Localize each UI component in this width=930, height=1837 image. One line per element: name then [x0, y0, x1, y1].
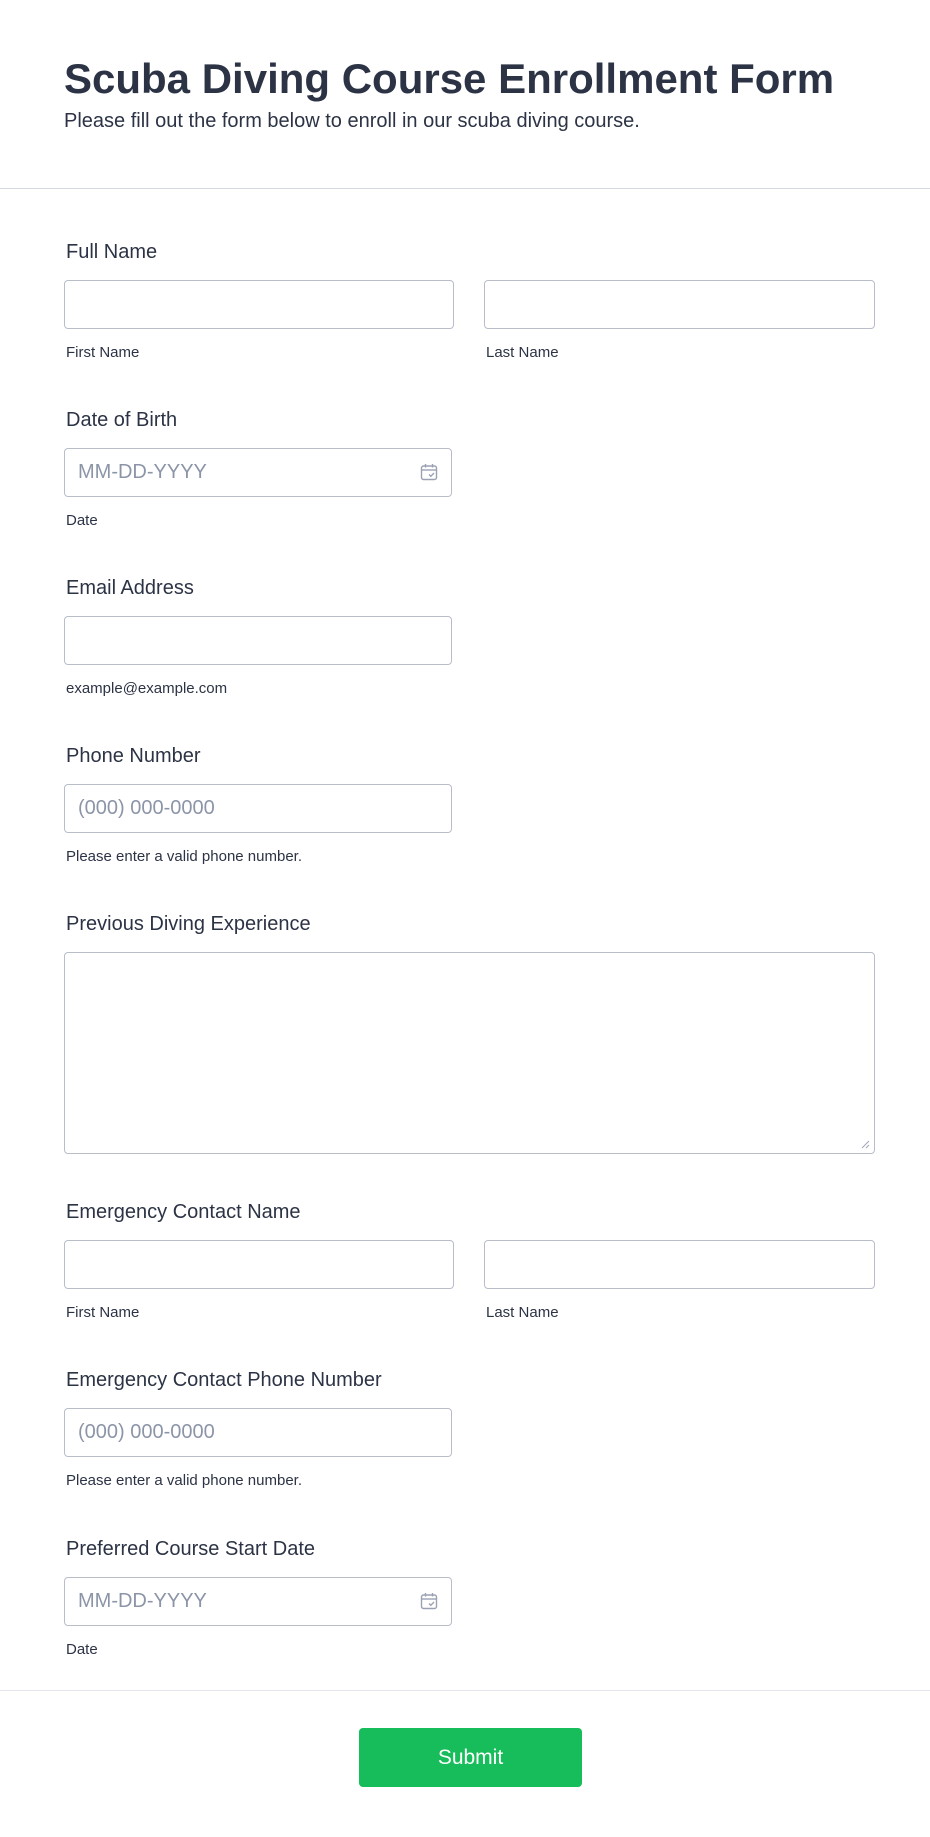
- phone-label: Phone Number: [66, 745, 201, 767]
- first-name-input[interactable]: [64, 280, 454, 329]
- calendar-icon[interactable]: [420, 1592, 438, 1610]
- first-name-sublabel: First Name: [66, 344, 140, 361]
- form-body: [0, 189, 930, 1691]
- phone-placeholder: (000) 000-0000: [78, 797, 215, 819]
- submit-button[interactable]: Submit: [359, 1728, 582, 1787]
- emergency-name-label: Emergency Contact Name: [66, 1201, 301, 1223]
- emergency-phone-input[interactable]: [64, 1408, 452, 1457]
- phone-sublabel: Please enter a valid phone number.: [66, 848, 302, 865]
- phone-input[interactable]: [64, 784, 452, 833]
- email-sublabel: example@example.com: [66, 680, 228, 697]
- last-name-input[interactable]: [484, 280, 875, 329]
- date-of-birth-label: Date of Birth: [66, 409, 178, 431]
- emergency-phone-label: Emergency Contact Phone Number: [66, 1369, 382, 1391]
- emergency-first-name-sublabel: First Name: [66, 1304, 140, 1321]
- form-footer: [0, 1690, 930, 1837]
- emergency-first-name-input[interactable]: [64, 1240, 454, 1289]
- start-date-input[interactable]: [64, 1577, 452, 1626]
- form-title: Scuba Diving Course Enrollment Form: [64, 55, 835, 102]
- last-name-sublabel: Last Name: [486, 344, 559, 361]
- email-label: Email Address: [66, 577, 194, 599]
- form-header: [0, 0, 930, 189]
- form-subtitle: Please fill out the form below to enroll in our scuba diving course.: [64, 110, 640, 132]
- emergency-last-name-sublabel: Last Name: [486, 1304, 559, 1321]
- experience-label: Previous Diving Experience: [66, 913, 311, 935]
- start-date-label: Preferred Course Start Date: [66, 1538, 315, 1560]
- email-input[interactable]: [64, 616, 452, 665]
- emergency-phone-sublabel: Please enter a valid phone number.: [66, 1472, 302, 1489]
- emergency-last-name-input[interactable]: [484, 1240, 875, 1289]
- date-of-birth-input[interactable]: [64, 448, 452, 497]
- resize-handle-icon[interactable]: [860, 1139, 870, 1149]
- emergency-phone-placeholder: (000) 000-0000: [78, 1421, 215, 1443]
- start-date-sublabel: Date: [66, 1641, 98, 1658]
- date-of-birth-sublabel: Date: [66, 512, 98, 529]
- experience-textarea[interactable]: [64, 952, 875, 1154]
- start-date-placeholder: MM-DD-YYYY: [78, 1590, 207, 1612]
- full-name-label: Full Name: [66, 241, 158, 263]
- date-of-birth-placeholder: MM-DD-YYYY: [78, 461, 207, 483]
- calendar-icon[interactable]: [420, 463, 438, 481]
